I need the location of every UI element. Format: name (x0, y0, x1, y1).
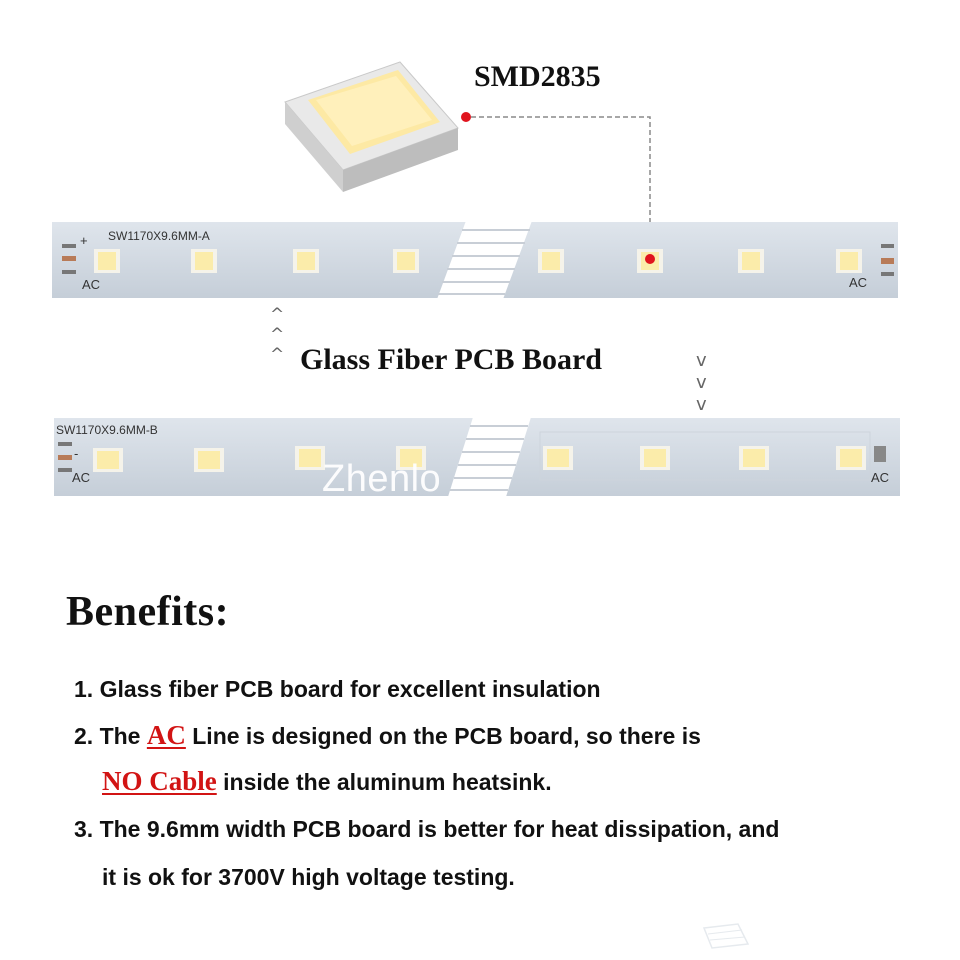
led-chip (293, 249, 319, 273)
faint-logo-mark (704, 924, 748, 948)
benefit-item-2-line-1 (74, 720, 701, 751)
down-arrows (696, 350, 707, 415)
strip-b-ac-left: AC (72, 470, 91, 485)
svg-text:v: v (696, 350, 707, 371)
benefit-item-3-line-1: 3. The 9.6mm width PCB board is better for heat dissipation, and (74, 816, 780, 842)
strip-a-code: SW1170X9.6MM-A (108, 229, 210, 243)
strip-a-ac-right: AC (849, 275, 868, 290)
benefit-item-2-line-2 (102, 766, 552, 797)
svg-text:^: ^ (270, 325, 285, 345)
benefit-item-2-text-2: inside the aluminum heatsink. (223, 769, 552, 795)
led-chip (191, 249, 217, 273)
led-chip (738, 249, 764, 273)
led-chip (836, 446, 866, 470)
benefit-item-2-text: Line is designed on the PCB board, so there is (192, 723, 701, 749)
svg-text:^: ^ (270, 345, 285, 365)
chip-label: SMD2835 (474, 60, 601, 93)
benefits-title: Benefits: (66, 589, 230, 635)
up-arrows (270, 305, 284, 365)
svg-text:^: ^ (270, 305, 285, 325)
strip-a-plus: + (80, 233, 88, 248)
led-chip (93, 448, 123, 472)
pcb-strip-b (54, 414, 900, 500)
led-chip (739, 446, 769, 470)
benefit-item-3-line-2: it is ok for 3700V high voltage testing. (102, 864, 515, 890)
led-chip (295, 446, 325, 470)
led-chip-highlighted (637, 249, 663, 273)
led-chip (640, 446, 670, 470)
benefit-item-1: 1. Glass fiber PCB board for excellent insulation (74, 676, 601, 702)
led-chip (94, 249, 120, 273)
board-label: Glass Fiber PCB Board (300, 343, 602, 376)
strip-b-minus: - (74, 446, 79, 461)
led-chip (543, 446, 573, 470)
strip-b-code: SW1170X9.6MM-B (56, 423, 158, 437)
svg-text:v: v (696, 394, 707, 415)
led-chip (538, 249, 564, 273)
watermark-text: Zhenlo (322, 458, 442, 500)
strip-b-ac-right: AC (871, 470, 890, 485)
svg-text:v: v (696, 372, 707, 393)
strip-a-ac-left: AC (82, 277, 101, 292)
led-chip (393, 249, 419, 273)
led-chip (836, 249, 862, 273)
no-cable-highlight: NO Cable (102, 766, 217, 796)
smd-chip-illustration (285, 62, 458, 192)
ac-highlight: AC (146, 720, 186, 750)
led-chip (194, 448, 224, 472)
benefit-item-2-prefix: 2. The (74, 723, 141, 749)
